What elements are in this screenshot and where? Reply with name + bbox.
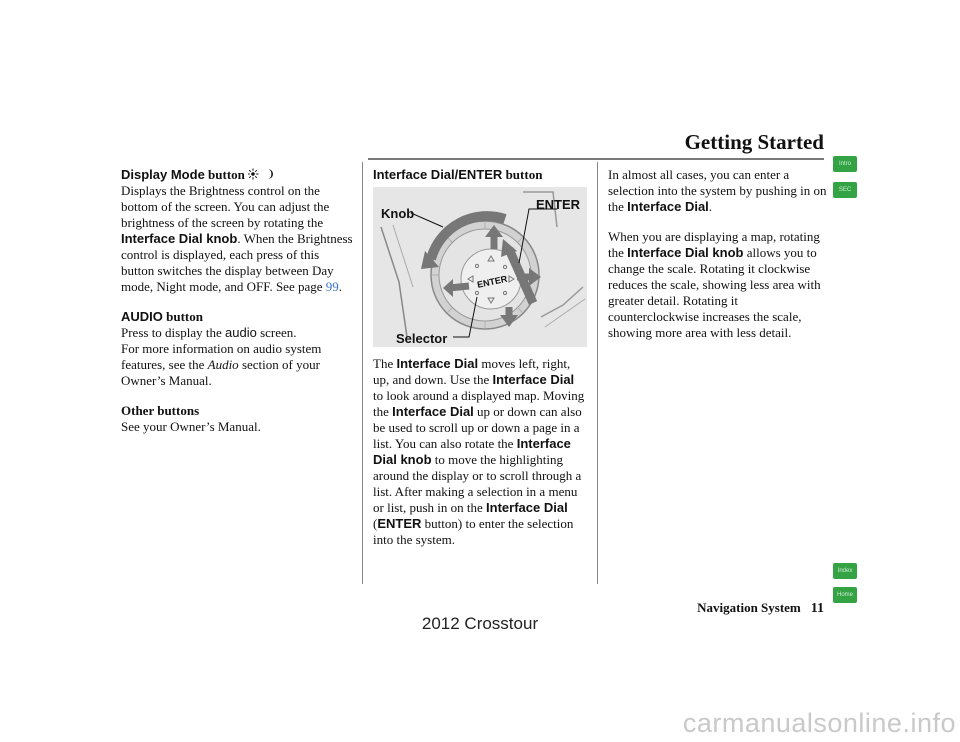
- page-title: Getting Started: [684, 130, 824, 154]
- audio-heading-suffix: button: [166, 309, 203, 324]
- right-text-2: .: [708, 199, 713, 214]
- column-divider-right: [597, 162, 598, 584]
- dial-text-2: moves left, right, up, and down. Use the: [373, 356, 571, 387]
- interface-dial-term-3: Interface Dial: [392, 404, 474, 419]
- right-text-3: When you are displaying a map, rotating the: [608, 229, 820, 260]
- left-column: [121, 167, 353, 449]
- display-mode-heading-suffix: button: [208, 167, 245, 182]
- audio-screen-term: audio: [225, 325, 257, 340]
- page-99-link[interactable]: 99: [325, 279, 339, 294]
- audio-italic-term: Audio: [207, 357, 239, 372]
- page-number: 11: [810, 601, 824, 616]
- right-text-4: allows you to change the scale. Rotating it clockwise reduces the scale, showing less area with greater detail. Rotating it counterclockwise increases the scale, showing more area with less detail.: [608, 245, 821, 340]
- dial-text-1: The: [373, 356, 394, 371]
- display-mode-heading: Display Mode: [121, 167, 205, 182]
- display-mode-text-1: Displays the Brightness control on the bottom of the screen. You can adjust the brightness of the screen by rotating the: [121, 183, 330, 230]
- interface-dial-knob-term: Interface Dial knob: [121, 231, 238, 246]
- column-divider-left: [362, 162, 363, 584]
- right-column: [608, 167, 828, 355]
- interface-dial-knob-term-2: Interface Dial knob: [373, 436, 571, 467]
- home-button[interactable]: Home: [833, 587, 857, 603]
- intro-button[interactable]: Intro: [833, 156, 857, 172]
- dial-text-7: button) to enter the selection into the system.: [373, 516, 574, 547]
- right-text-1: In almost all cases, you can enter a selection into the system by pushing in on the: [608, 167, 827, 214]
- interface-dial-figure: [373, 187, 587, 347]
- display-mode-text-3: .: [338, 279, 343, 294]
- interface-dial-knob-term-3: Interface Dial knob: [627, 245, 744, 260]
- figure-label-selector: Selector: [396, 331, 448, 346]
- audio-text-3: For more information on audio system features, see the: [121, 341, 322, 372]
- title-rule: [368, 158, 824, 160]
- dial-center-text: ENTER: [476, 273, 509, 290]
- model-watermark: 2012 Crosstour: [421, 614, 539, 633]
- interface-dial-heading-suffix: button: [505, 167, 543, 182]
- sec-button[interactable]: SEC: [833, 182, 857, 198]
- dial-text-3: to look around a displayed map. Moving the: [373, 388, 585, 419]
- brightness-icon: [248, 168, 274, 180]
- interface-dial-term-4: Interface Dial: [486, 500, 568, 515]
- interface-dial-term-1: Interface Dial: [396, 356, 479, 371]
- figure-label-enter: ENTER: [536, 197, 581, 212]
- enter-term: ENTER: [377, 516, 422, 531]
- footer-section: Navigation System: [697, 600, 801, 615]
- dial-text-6: (: [373, 516, 378, 531]
- other-buttons-text: See your Owner’s Manual.: [121, 419, 261, 434]
- index-button[interactable]: Index: [833, 563, 857, 579]
- interface-dial-term-2: Interface Dial: [492, 372, 575, 387]
- interface-dial-term-5: Interface Dial: [627, 199, 709, 214]
- audio-text-1: Press to display the: [121, 325, 222, 340]
- audio-text-2: screen.: [260, 325, 297, 340]
- interface-dial-heading: Interface Dial/ENTER: [373, 167, 503, 182]
- audio-heading: AUDIO: [121, 309, 163, 324]
- dial-text-5: to move the highlighting around the display or to scroll through a list. After making a selection in a menu or list, push in on the: [373, 452, 582, 515]
- site-watermark: carmanualsonline.info: [682, 708, 956, 738]
- audio-text-4: section of your Owner’s Manual.: [121, 357, 320, 388]
- middle-column-body: [373, 356, 587, 548]
- other-buttons-heading: Other buttons: [121, 403, 200, 418]
- dial-text-4: up or down can also be used to scroll up or down a page in a list. You can also rotate the: [373, 404, 582, 451]
- footer-nav: [660, 600, 824, 617]
- middle-column: [373, 167, 587, 183]
- figure-label-knob: Knob: [381, 206, 415, 221]
- display-mode-text-2: . When the Brightness control is displayed, each press of this button switches the display between Day mode, Night mode, and OFF. See page: [121, 231, 353, 294]
